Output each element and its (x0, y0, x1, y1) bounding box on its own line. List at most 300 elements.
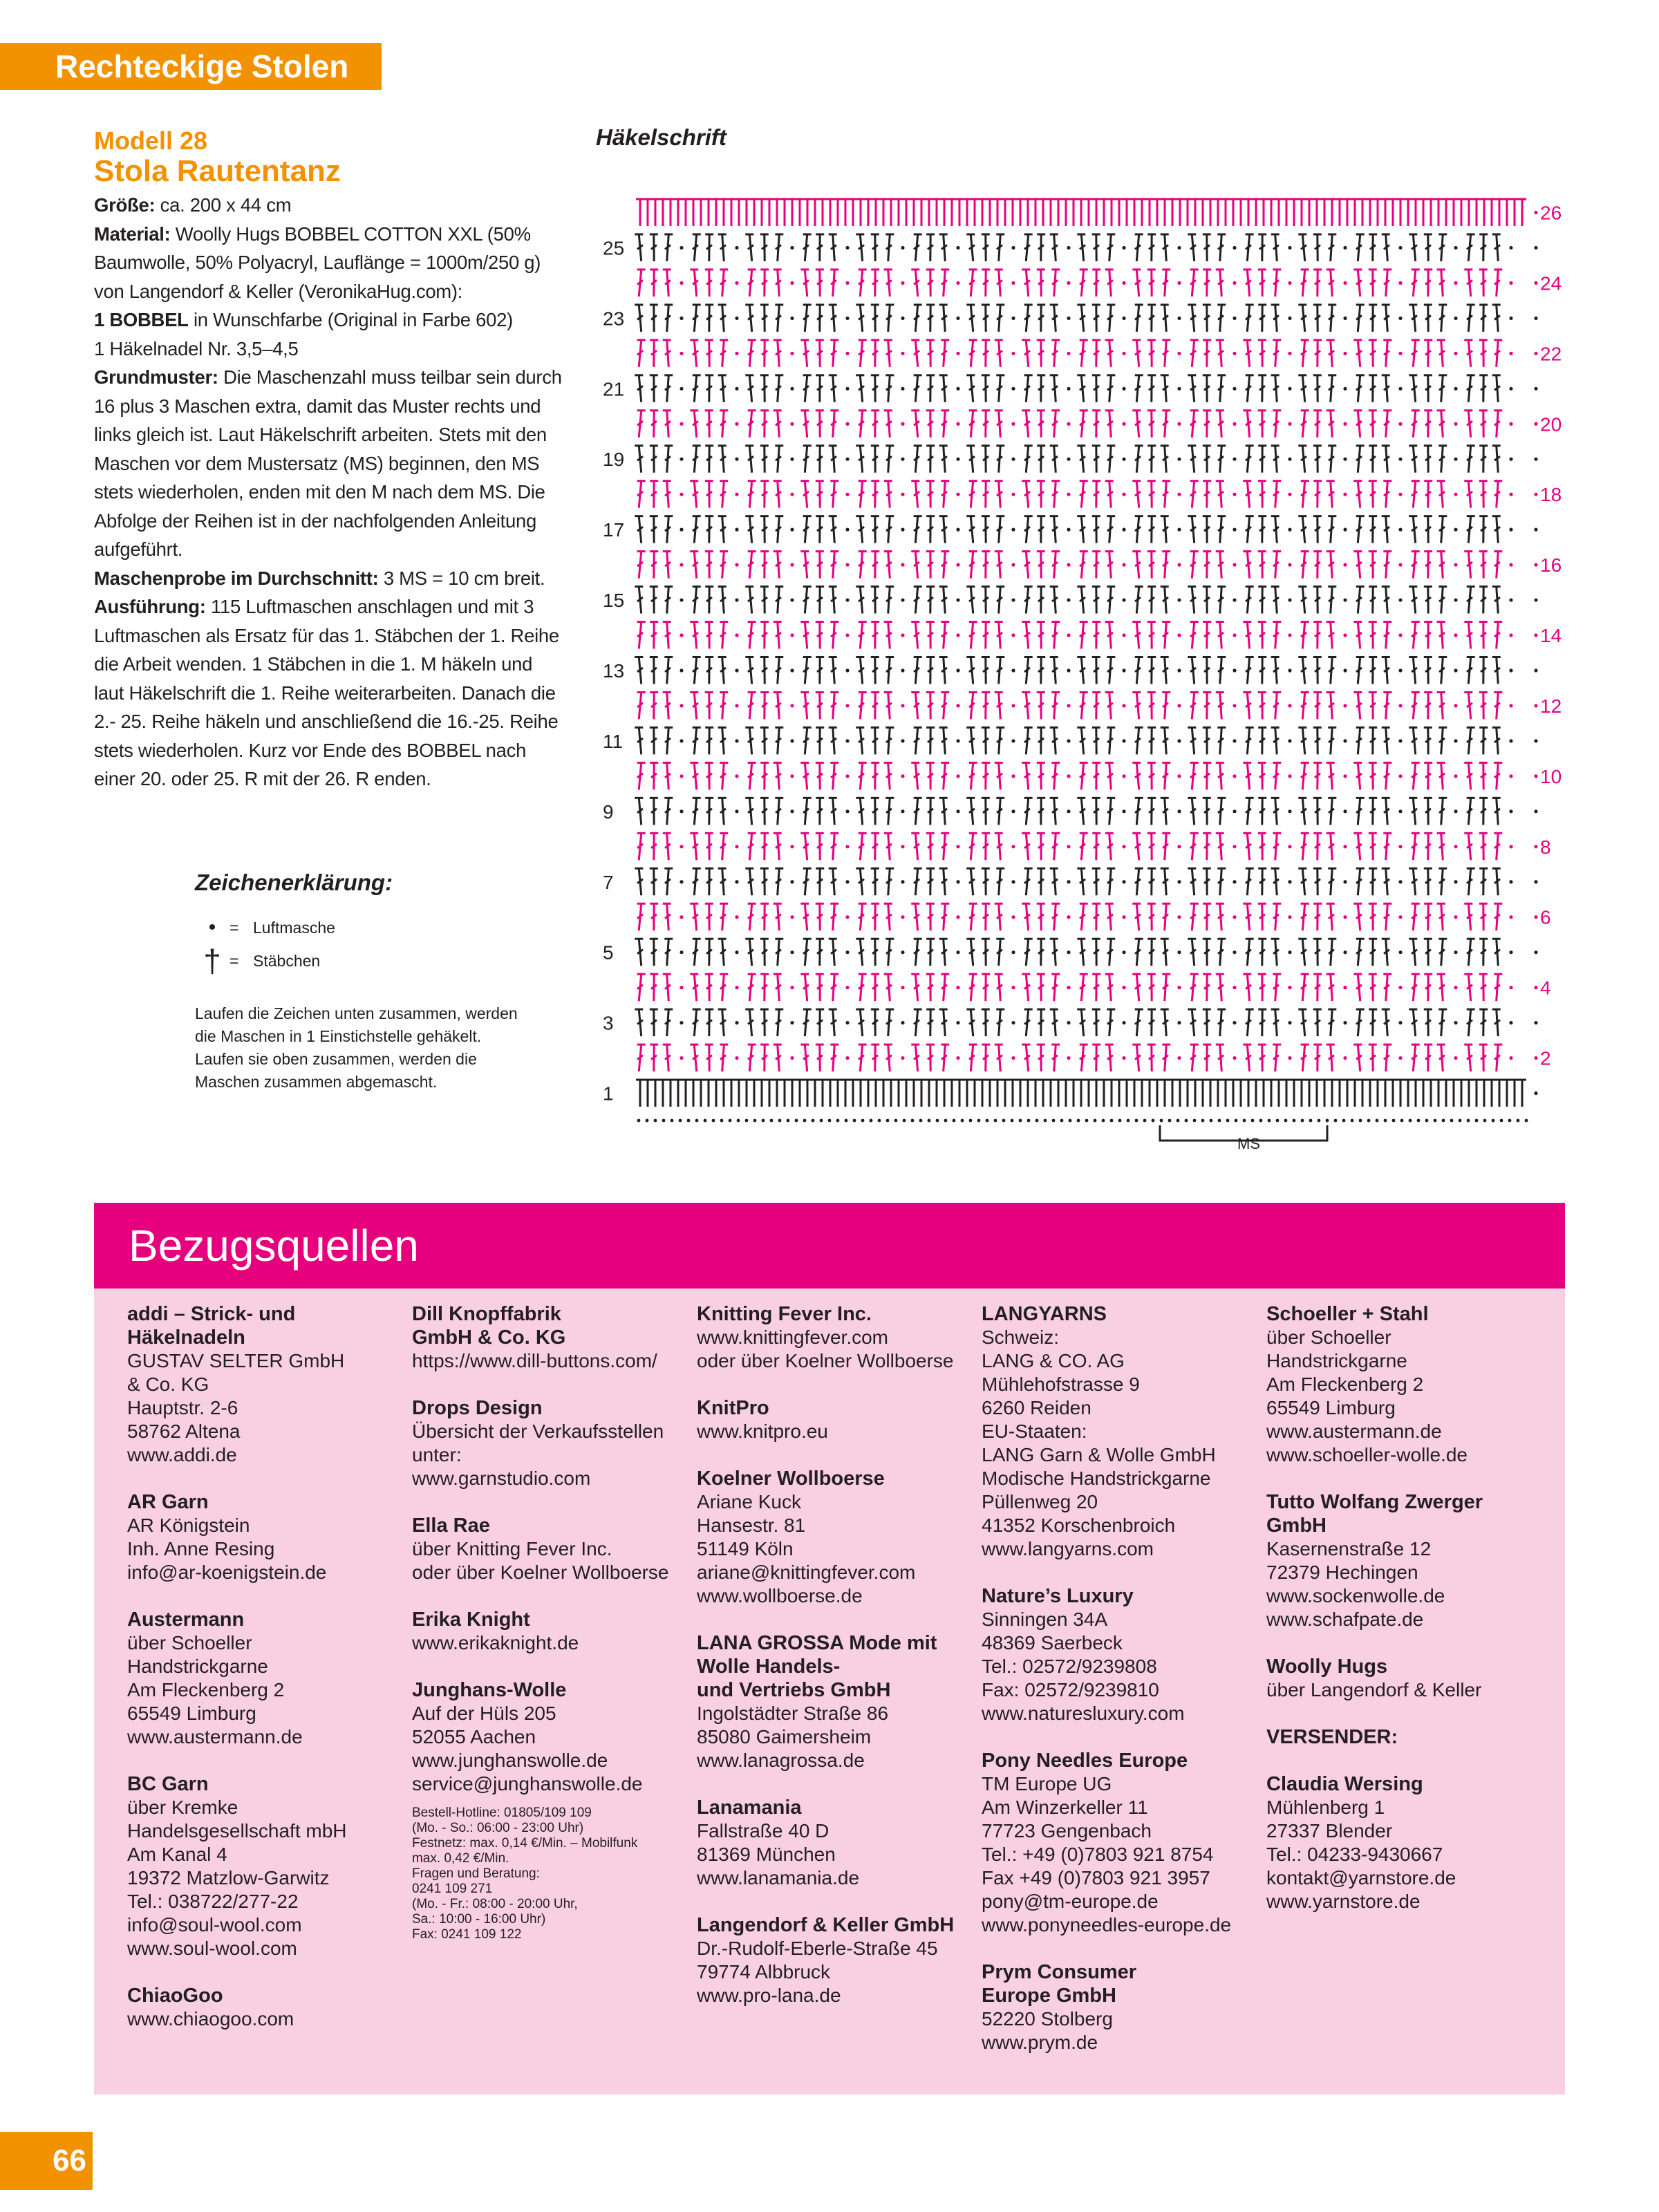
chain-dot (1454, 563, 1457, 566)
chain-dot (1398, 950, 1402, 954)
chain-dot (712, 1119, 715, 1123)
source-line: www.austermann.de (1266, 1421, 1442, 1442)
source-entry (412, 1396, 675, 1490)
chain-dot (1534, 563, 1537, 566)
chain-dot (1011, 458, 1015, 461)
chart-row-4 (637, 974, 1538, 1001)
chain-dot (1343, 668, 1347, 672)
chain-dot (1177, 950, 1181, 954)
chart-row-9 (635, 798, 1537, 825)
chain-dot (901, 880, 904, 883)
chain-dot (735, 422, 738, 426)
chain-dot (790, 633, 794, 637)
source-line: 52055 Aachen (412, 1726, 536, 1747)
chain-dot (901, 986, 904, 989)
source-entry (412, 1678, 675, 1942)
chain-dot (735, 563, 738, 566)
chain-dot (1509, 1021, 1512, 1024)
source-line: Tel.: 04233-9430667 (1266, 1844, 1443, 1865)
chain-dot (1509, 352, 1512, 355)
chain-dot (1454, 458, 1457, 461)
chain-dot (1517, 1119, 1520, 1123)
chain-dot (1122, 1056, 1125, 1060)
chain-dot (845, 950, 849, 954)
double-crochet-icon: † (203, 943, 221, 979)
chain-dot (790, 1056, 794, 1060)
chain-dot (1226, 1119, 1230, 1123)
chain-dot (1288, 317, 1291, 320)
chain-dot (679, 809, 683, 813)
source-line: www.junghanswolle.de (412, 1750, 608, 1771)
chain-dot (1011, 598, 1015, 601)
chain-dot (845, 493, 849, 496)
chain-dot (956, 1021, 959, 1024)
chain-dot (1067, 598, 1070, 601)
chain-dot (1232, 422, 1236, 426)
chain-dot (1534, 704, 1537, 707)
chart-row-15 (635, 587, 1537, 614)
chain-stitch-icon: • (208, 916, 216, 939)
row-label-left: 23 (603, 308, 625, 330)
source-name: AR Garn (127, 1491, 209, 1513)
chain-dot (1232, 739, 1236, 742)
sources-column (697, 1302, 959, 2031)
chain-dot (1509, 281, 1512, 285)
chain-dot (1122, 1021, 1125, 1024)
row-label-right: 4 (1540, 977, 1551, 999)
chart-row-25 (635, 234, 1537, 261)
chain-dot (1534, 598, 1537, 601)
chain-dot (1232, 950, 1236, 954)
chain-dot (1454, 422, 1457, 426)
chain-dot (729, 1119, 732, 1123)
sources-column (127, 1302, 390, 2054)
legend-note: Laufen die Zeichen unten zusammen, werden die Maschen in 1 Einstichstelle gehäkelt. Laufen sie oben zusammen, werden die Maschen zusammen abgemascht. (195, 1004, 518, 1091)
chain-dot (679, 528, 683, 532)
row-label-left: 17 (603, 519, 625, 541)
chain-dot (1398, 598, 1402, 601)
chain-dot (845, 845, 849, 848)
chain-dot (1122, 739, 1125, 742)
source-line: Tel.: 038722/277-22 (127, 1891, 299, 1912)
chain-dot (1343, 1021, 1347, 1024)
chain-dot (735, 458, 738, 461)
chain-dot (1232, 246, 1236, 250)
chain-dot (1343, 880, 1347, 883)
chain-dot (790, 986, 794, 989)
source-line: TM Europe UG (982, 1773, 1112, 1794)
chain-dot (735, 809, 738, 813)
instruction-paragraph: Material: Woolly Hugs BOBBEL COTTON XXL (50% Baumwolle, 50% Polyacryl, Lauflänge = 1000m/250 g) von Langendorf & Keller (VeronikaHug.com): (94, 223, 541, 302)
chart-row-11 (635, 727, 1537, 754)
chain-dot (735, 950, 738, 954)
chart-row-2 (637, 1044, 1538, 1071)
source-line: service@junghanswolle.de (412, 1773, 643, 1794)
chain-dot (1177, 458, 1181, 461)
chain-dot (679, 1021, 683, 1024)
chain-dot (1122, 458, 1125, 461)
instruction-paragraph: 1 Häkelnadel Nr. 3,5–4,5 (94, 337, 299, 359)
source-line: 52220 Stolberg (982, 2008, 1113, 2030)
chain-dot (901, 950, 904, 954)
chain-dot (845, 246, 849, 250)
chain-dot (790, 1021, 794, 1024)
chain-dot (679, 1056, 683, 1060)
chain-dot (901, 809, 904, 813)
source-line: www.prym.de (982, 2032, 1098, 2053)
source-line: www.schoeller-wolle.de (1266, 1444, 1468, 1465)
chain-dot (1067, 422, 1070, 426)
chain-dot (845, 774, 849, 778)
source-line: LANG & CO. AG (982, 1350, 1125, 1371)
source-name: Europe GmbH (982, 1985, 1116, 2007)
chain-dot (1534, 387, 1537, 391)
chain-dot (790, 387, 794, 391)
chain-dot (1509, 598, 1512, 601)
chain-dot (790, 845, 794, 848)
row-label-left: 19 (603, 449, 625, 471)
chain-dot (1343, 774, 1347, 778)
chain-dot (770, 1119, 774, 1123)
chain-dot (1011, 915, 1015, 919)
chain-dot (1343, 915, 1347, 919)
source-line: über Knitting Fever Inc. (412, 1538, 612, 1559)
chain-dot (1118, 1119, 1122, 1123)
chain-dot (1343, 704, 1347, 707)
chain-dot (1509, 387, 1512, 391)
chain-dot (1454, 387, 1457, 391)
chain-dot (679, 774, 683, 778)
chain-dot (901, 774, 904, 778)
chain-dot (1454, 352, 1457, 355)
chain-dot (845, 352, 849, 355)
chain-dot (1534, 352, 1537, 355)
chain-dot (1011, 704, 1015, 707)
chain-dot (1509, 563, 1512, 566)
chain-dot (1509, 422, 1512, 426)
chart-row-18 (637, 481, 1538, 508)
chain-dot (790, 281, 794, 285)
chain-dot (1409, 1119, 1412, 1123)
chain-dot (845, 739, 849, 742)
chain-dot (1177, 317, 1181, 320)
chain-dot (679, 281, 683, 285)
chain-dot (1398, 845, 1402, 848)
source-line: 77723 Gengenbach (982, 1820, 1152, 1841)
sources-column (1266, 1302, 1529, 1937)
chain-dot (1334, 1119, 1338, 1123)
chart-row-21 (635, 375, 1537, 402)
chain-dot (1534, 528, 1537, 532)
chain-dot (790, 246, 794, 250)
chain-dot (1534, 1021, 1537, 1024)
chain-dot (735, 246, 738, 250)
section-header: Rechteckige Stolen (0, 43, 382, 90)
chain-dot (1288, 563, 1291, 566)
chain-dot (901, 493, 904, 496)
source-small-line: (Mo. - Fr.: 08:00 - 20:00 Uhr, (412, 1897, 578, 1911)
source-line: pony@tm-europe.de (982, 1891, 1159, 1912)
chain-dot (679, 422, 683, 426)
chain-dot (1309, 1119, 1313, 1123)
chain-dot (1288, 986, 1291, 989)
chain-dot (1002, 1119, 1006, 1123)
chain-dot (1122, 422, 1125, 426)
chain-dot (679, 563, 683, 566)
chain-dot (654, 1119, 657, 1123)
chain-dot (1077, 1119, 1080, 1123)
source-line: www.ponyneedles-europe.de (982, 1914, 1232, 1936)
chain-dot (1525, 1119, 1528, 1123)
chain-dot (1398, 1021, 1402, 1024)
chain-dot (735, 387, 738, 391)
chain-dot (704, 1119, 707, 1123)
chain-dot (1122, 809, 1125, 813)
chain-dot (735, 598, 738, 601)
chain-dot (977, 1119, 981, 1123)
source-name: und Vertriebs GmbH (697, 1679, 891, 1701)
source-name: Knitting Fever Inc. (697, 1303, 872, 1325)
chain-dot (1011, 845, 1015, 848)
chain-dot (803, 1119, 807, 1123)
chain-dot (994, 1119, 997, 1123)
chain-dot (1434, 1119, 1437, 1123)
chain-dot (1177, 774, 1181, 778)
chain-dot (845, 915, 849, 919)
chain-dot (1492, 1119, 1495, 1123)
source-line: www.lanagrossa.de (697, 1750, 865, 1771)
source-name: Nature’s Luxury (982, 1585, 1134, 1607)
chain-dot (1288, 598, 1291, 601)
source-entry (982, 1302, 1244, 1561)
chart-row-20 (637, 411, 1538, 438)
chain-dot (1343, 387, 1347, 391)
chain-dot (1067, 281, 1070, 285)
chain-dot (735, 1056, 738, 1060)
chain-dot (1288, 1056, 1291, 1060)
chain-dot (1067, 458, 1070, 461)
paragraph-label: Ausführung: (94, 596, 206, 617)
source-line: über Schoeller Handstrickgarne (127, 1632, 268, 1677)
chain-dot (1011, 563, 1015, 566)
chain-dot (1534, 668, 1537, 672)
chain-dot (1027, 1119, 1031, 1123)
chain-dot (1508, 1119, 1512, 1123)
chain-dot (1343, 1056, 1347, 1060)
chain-dot (901, 704, 904, 707)
chain-dot (1343, 845, 1347, 848)
source-line: www.erikaknight.de (412, 1632, 579, 1653)
chain-dot (1122, 598, 1125, 601)
chain-dot (1509, 774, 1512, 778)
chain-dot (1251, 1119, 1255, 1123)
chain-dot (1398, 458, 1402, 461)
source-line: Püllenweg 20 (982, 1491, 1098, 1512)
chart-row-13 (635, 657, 1537, 684)
chain-dot (1509, 809, 1512, 813)
paragraph-label: Maschenprobe im Durchschnitt: (94, 567, 379, 589)
chain-dot (1067, 528, 1070, 532)
chain-dot (1152, 1119, 1155, 1123)
chain-dot (679, 950, 683, 954)
chain-dot (1177, 387, 1181, 391)
chain-dot (1011, 739, 1015, 742)
chain-dot (795, 1119, 798, 1123)
source-small-line: Fragen und Beratung: (412, 1866, 540, 1881)
chart-row-22 (637, 340, 1538, 367)
source-entry (412, 1302, 675, 1373)
chain-dot (1177, 986, 1181, 989)
chain-dot (1534, 845, 1537, 848)
chain-dot (1454, 493, 1457, 496)
chain-dot (820, 1119, 823, 1123)
chain-dot (1343, 809, 1347, 813)
chain-dot (1450, 1119, 1454, 1123)
source-line: Übersicht der Verkaufsstellen (412, 1421, 664, 1442)
source-name: KnitPro (697, 1397, 769, 1419)
source-line: www.austermann.de (127, 1726, 303, 1747)
source-line: https://www.dill-buttons.com/ (412, 1350, 657, 1371)
chain-dot (1011, 1119, 1014, 1123)
chain-dot (1122, 528, 1125, 532)
chart-row-7 (635, 868, 1537, 895)
chain-dot (956, 458, 959, 461)
source-name: BC Garn (127, 1773, 209, 1795)
chain-dot (735, 281, 738, 285)
chain-dot (637, 1119, 641, 1123)
chain-dot (646, 1119, 649, 1123)
chain-dot (1288, 809, 1291, 813)
chain-dot (1143, 1119, 1147, 1123)
chain-dot (1288, 774, 1291, 778)
row-label-right: 18 (1540, 484, 1562, 506)
source-line: 79774 Albbruck (697, 1961, 831, 1983)
source-line: Modische Handstrickgarne (982, 1468, 1211, 1489)
source-line: www.naturesluxury.com (982, 1703, 1185, 1724)
source-line: 51149 Köln (697, 1538, 794, 1559)
chain-dot (845, 986, 849, 989)
chain-dot (1177, 493, 1181, 496)
chain-dot (1398, 281, 1402, 285)
chain-dot (1102, 1119, 1105, 1123)
crochet-chart (594, 159, 1590, 1154)
source-name: Erika Knight (412, 1609, 530, 1631)
chain-dot (1067, 880, 1070, 883)
chain-dot (1067, 668, 1070, 672)
source-line: www.knitpro.eu (697, 1421, 828, 1442)
chain-dot (790, 739, 794, 742)
chain-dot (1122, 317, 1125, 320)
source-entry (982, 1960, 1244, 2054)
chain-dot (1534, 317, 1537, 320)
chain-dot (1122, 493, 1125, 496)
source-line: www.addi.de (127, 1444, 237, 1465)
chain-dot (1232, 986, 1236, 989)
chain-dot (1509, 739, 1512, 742)
chain-dot (1318, 1119, 1321, 1123)
chain-dot (1067, 739, 1070, 742)
chain-dot (1232, 493, 1236, 496)
chain-dot (812, 1119, 815, 1123)
chain-dot (790, 317, 794, 320)
source-entry (127, 1490, 390, 1584)
chain-dot (1398, 246, 1402, 250)
row-label-left: 25 (603, 237, 625, 259)
chain-dot (1398, 915, 1402, 919)
chain-dot (1011, 1056, 1015, 1060)
source-name: Woolly Hugs (1266, 1656, 1388, 1678)
chain-dot (735, 1021, 738, 1024)
chain-dot (787, 1119, 790, 1123)
chain-dot (1534, 246, 1537, 250)
source-line: 72379 Hechingen (1266, 1562, 1418, 1583)
source-line: oder über Koelner Wollboerse (412, 1562, 669, 1583)
chain-dot (1509, 704, 1512, 707)
chain-dot (1398, 1056, 1402, 1060)
source-line: Am Fleckenberg 2 (1266, 1374, 1424, 1395)
chart-title: Häkelschrift (596, 124, 727, 150)
instruction-paragraph: Größe: ca. 200 x 44 cm (94, 194, 292, 216)
chain-dot (903, 1119, 906, 1123)
row-label-left: 7 (603, 871, 614, 893)
source-line: 41352 Korschenbroich (982, 1515, 1176, 1536)
chain-dot (845, 633, 849, 637)
chain-dot (720, 1119, 724, 1123)
chain-dot (735, 633, 738, 637)
chain-dot (901, 246, 904, 250)
chain-dot (911, 1119, 915, 1123)
source-entry (697, 1302, 959, 1373)
chain-dot (956, 528, 959, 532)
chain-dot (845, 317, 849, 320)
source-name: Pony Needles Europe (982, 1750, 1188, 1772)
chain-dot (901, 352, 904, 355)
chain-dot (1011, 422, 1015, 426)
source-name: Junghans-Wolle (412, 1679, 567, 1701)
chain-dot (790, 809, 794, 813)
chain-dot (956, 704, 959, 707)
chain-dot (1044, 1119, 1047, 1123)
chain-dot (1218, 1119, 1221, 1123)
chart-row-17 (635, 516, 1537, 543)
source-line: Mühlehofstrasse 9 (982, 1374, 1140, 1395)
source-line: Handelsgesellschaft mbH (127, 1820, 347, 1841)
source-entry (697, 1913, 959, 2007)
source-line: 65549 Limburg (127, 1703, 256, 1724)
chain-dot (845, 1119, 848, 1123)
chain-dot (1177, 281, 1181, 285)
chain-dot (1177, 422, 1181, 426)
source-name: VERSENDER: (1266, 1726, 1398, 1748)
chain-dot (1454, 986, 1457, 989)
chain-dot (1177, 915, 1181, 919)
chain-dot (1067, 246, 1070, 250)
chain-dot (1067, 563, 1070, 566)
source-name: Schoeller + Stahl (1266, 1303, 1429, 1325)
chain-dot (1509, 845, 1512, 848)
chain-dot (1011, 317, 1015, 320)
chain-dot (1509, 246, 1512, 250)
paragraph-label: 1 BOBBEL (94, 309, 189, 330)
source-line: Am Winzerkeller 11 (982, 1797, 1148, 1818)
chain-dot (1122, 880, 1125, 883)
chain-dot (1011, 774, 1015, 778)
chain-dot (1067, 1056, 1070, 1060)
chain-dot (1326, 1119, 1329, 1123)
chain-dot (1288, 528, 1291, 532)
chain-dot (861, 1119, 865, 1123)
source-entry (1266, 1490, 1529, 1631)
